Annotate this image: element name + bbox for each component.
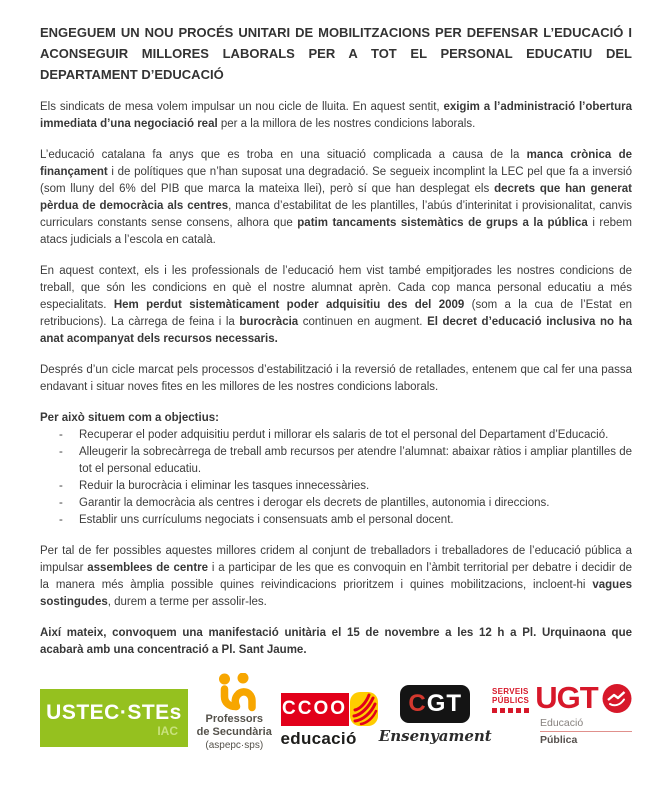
- objective-text: Reduir la burocràcia i eliminar les tasques innecessàries.: [79, 480, 370, 492]
- aspepc-sps-label: (aspepc·sps): [205, 740, 264, 751]
- serveis-square: [492, 708, 497, 713]
- bold-text-run: patim tancaments sistemàtics de grups a la pública: [297, 217, 588, 229]
- ugt-handshake-icon: [602, 683, 632, 714]
- serveis-square: [500, 708, 505, 713]
- objective-item: [40, 444, 632, 478]
- bold-text-run: assemblees de centre: [87, 562, 209, 574]
- text-run: L’educació catalana fa anys que es troba en una situació complicada a causa de la: [40, 149, 527, 161]
- text-run: i rebem atacs judicials a l’escola en català.: [40, 217, 632, 246]
- bullet-dash: -: [59, 514, 63, 526]
- cgt-letter-c: C: [408, 690, 427, 717]
- ccoo-wordmark: CCOO: [281, 693, 349, 726]
- ccoo-logo: [281, 691, 379, 749]
- bold-text-run: burocràcia: [239, 316, 299, 328]
- ugt-logo: [491, 680, 632, 746]
- text-run: Després d’un cicle marcat pels processos d’estabilització i la reversió de retallades, entenem que cal fer una passa endavant i situar noves fites en les millores de les nostres condicions laborals.: [40, 364, 632, 393]
- union-logos-row: [40, 673, 632, 752]
- text-run: continuen en augment.: [298, 316, 428, 328]
- objective-text: Recuperar el poder adquisitiu perdut i millorar els salaris de tot el personal del Departament d’Educació.: [79, 429, 609, 441]
- paragraph-situation: [40, 147, 632, 249]
- bold-text-run: Així mateix, convoquem una manifestació unitària el 15 de novembre a les 12 h a Pl. Urquinaona que acabarà amb una concentració a Pl. Sant Jaume.: [40, 627, 632, 656]
- bold-text-run: Per això situem com a objectius:: [40, 412, 219, 424]
- ustec-stes-logo: [40, 689, 188, 747]
- ccoo-educacio-label: educació: [280, 729, 357, 748]
- serveis-label: SERVEIS: [491, 687, 529, 696]
- document-title: ENGEGUEM UN NOU PROCÉS UNITARI DE MOBILITZACIONS PER DEFENSAR L’EDUCACIÓ I ACONSEGUIR MILLORES LABORALS PER A TOT EL PERSONAL EDUCATIU DEL DEPARTAMENT D’EDUCACIÓ: [40, 25, 632, 82]
- text-run: , durem a terme per assolir-les.: [107, 596, 267, 608]
- serveis-square: [516, 708, 521, 713]
- bold-text-run: decrets que han generat pèrdua de democràcia als centres: [40, 183, 632, 212]
- serveis-publics-block: [492, 687, 529, 713]
- professors-label: Professors: [205, 713, 263, 725]
- text-run: Els sindicats de mesa volem impulsar un nou cicle de lluita. En aquest sentit,: [40, 101, 444, 113]
- cgt-wordmark: [400, 685, 470, 723]
- ugt-sector-block: [540, 717, 632, 746]
- text-run: Per tal de fer possibles aquestes millores cridem al conjunt de treballadors i treballadores de l’educació pública a impulsar: [40, 545, 632, 574]
- bold-text-run: vagues sostingudes: [40, 579, 632, 608]
- professors-secundaria-logo: [188, 673, 280, 752]
- ugt-educacio-label: Educació: [539, 717, 584, 729]
- paragraph-cycle: [40, 362, 632, 396]
- ugt-logo-top: [491, 680, 632, 715]
- cgt-letters-gt: GT: [426, 690, 463, 717]
- paragraph-assemblies: [40, 543, 632, 611]
- text-run: i a participar de les que es convoquin en l’àmbit territorial per debatre i decidir de la manera més àmplia possible quines reivindicacions prioritzem i quines mobilitzacions, incloent-hi: [40, 562, 632, 591]
- cgt-logo: [379, 685, 492, 745]
- text-run: En aquest context, els i les professionals de l’educació hem vist també empitjorades les nostres condicions de treball, que són les condicions en què el nostre alumnat aprèn. Cada cop manca personal educatiu a més especialitats.: [40, 265, 632, 311]
- professors-secundaria-icon: [212, 673, 256, 713]
- cgt-ensenyament-label: Ensenyament: [378, 727, 492, 745]
- objective-text: Establir uns currículums negociats i consensuats amb el personal docent.: [79, 514, 454, 526]
- bold-text-run: Hem perdut sistemàticament poder adquisitiu des del 2009: [113, 299, 465, 311]
- ustec-iac-label: IAC: [157, 724, 178, 738]
- text-run: , manca d’estabilitat de les plantilles, l’abús d’interinitat i provisionalitat, canvis curriculars constants sense consens, alhora que: [40, 200, 633, 229]
- objective-item: [40, 495, 632, 512]
- objective-text: Garantir la democràcia als centres i derogar els decrets de plantilles, autonomia i direccions.: [79, 497, 550, 509]
- bullet-dash: -: [59, 480, 63, 492]
- serveis-square: [524, 708, 529, 713]
- bullet-dash: -: [59, 497, 63, 509]
- serveis-square: [508, 708, 513, 713]
- ccoo-flame-icon: [349, 691, 379, 727]
- text-run: (som a la cua de l’Estat en retribucions). La càrrega de feina i la: [40, 299, 632, 328]
- bold-text-run: El decret d’educació inclusiva no ha anat acompanyat dels recursos necessaris.: [40, 316, 632, 345]
- objective-item: [40, 478, 632, 495]
- paragraph-demand: [40, 99, 632, 133]
- publics-label: PÚBLICS: [491, 696, 530, 705]
- serveis-publics-squares: [492, 708, 529, 713]
- paragraph-demonstration: [40, 625, 632, 659]
- secundaria-label: de Secundària: [196, 726, 272, 738]
- bullet-dash: -: [59, 446, 63, 458]
- objective-item: [40, 512, 632, 529]
- paragraph-context: [40, 263, 632, 348]
- text-run: i de polítiques que n’han suposat una degradació. Se segueix incomplint la LEC pel que fa a inversió (som lluny del 6% del PIB que marca la mateixa llei), però sí que han desplegat els: [40, 166, 632, 195]
- objective-text: Alleugerir la sobrecàrrega de treball amb recursos per atendre l’alumnat: abaixar ràtios i ampliar plantilles de tot el personal educatiu.: [79, 446, 632, 475]
- text-run: per a la millora de les nostres condicions laborals.: [217, 118, 476, 130]
- objective-item: [40, 427, 632, 444]
- ccoo-logo-top: [281, 691, 379, 727]
- bold-text-run: exigim a l’administració l’obertura immediata d’una negociació real: [40, 101, 632, 130]
- ustec-stes-wordmark: USTEC·STEs: [46, 701, 182, 724]
- bold-text-run: manca crònica de finançament: [40, 149, 632, 178]
- ugt-wordmark: UGT: [535, 680, 598, 715]
- ugt-publica-label: Pública: [539, 734, 578, 746]
- objectives-intro: [40, 410, 632, 427]
- bullet-dash: -: [59, 429, 63, 441]
- objectives-list: [40, 427, 632, 529]
